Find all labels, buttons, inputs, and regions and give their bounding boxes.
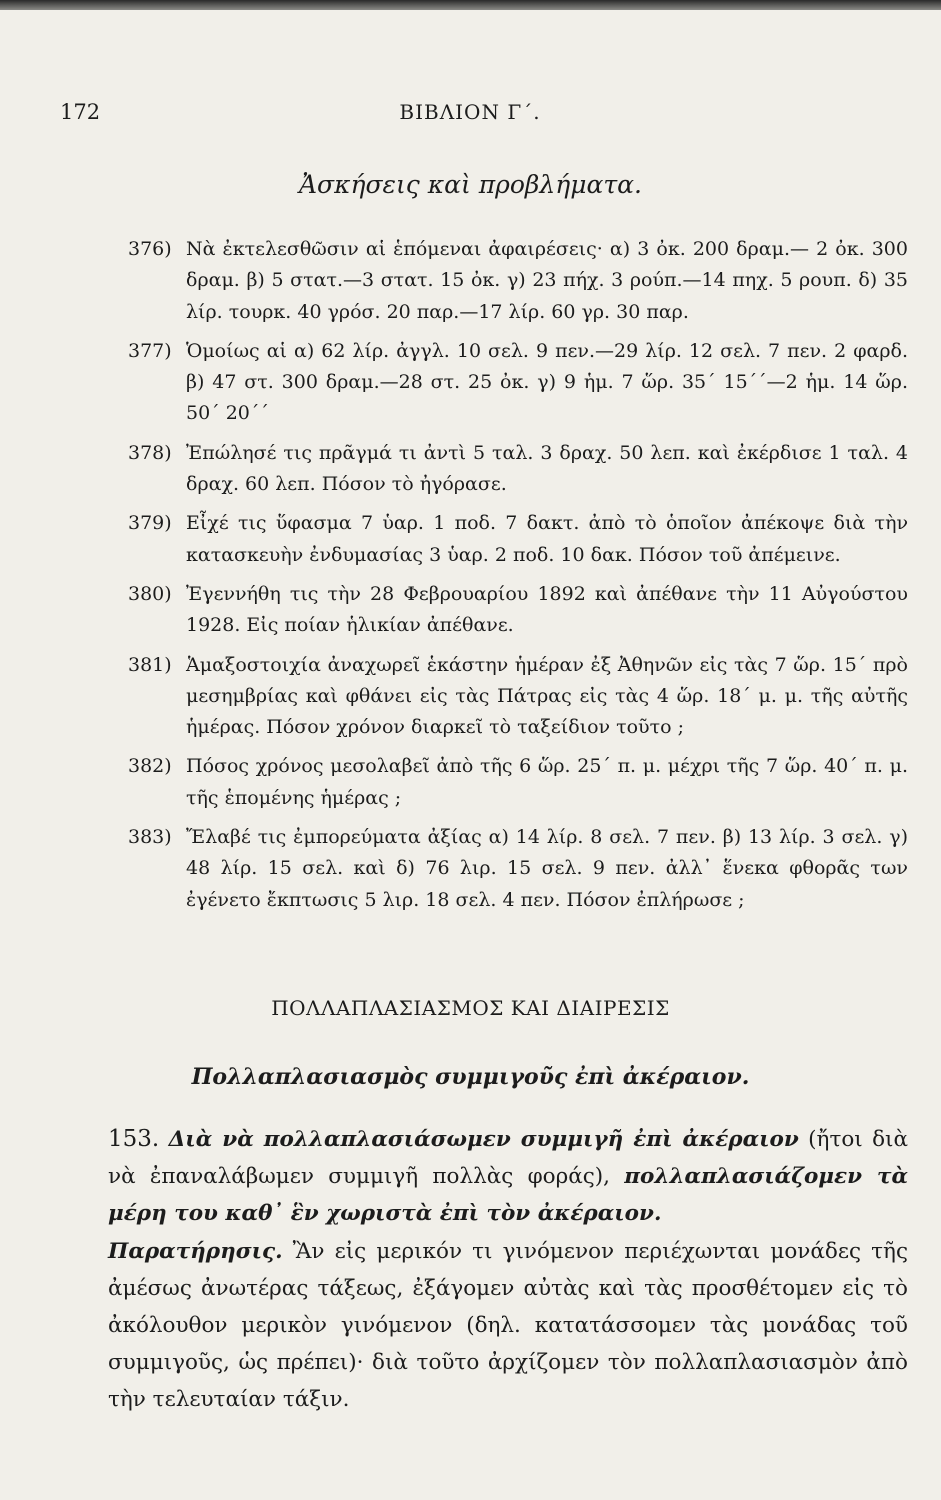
exercise-number: 377) xyxy=(128,339,172,362)
exercise-number: 378) xyxy=(128,441,172,464)
chapter-subheading: ΠΟΛΛΑΠΛΑΣΙΑΣΜΟΣ ΚΑΙ ΔΙΑΙΡΕΣΙΣ xyxy=(271,996,670,1020)
exercise-number: 376) xyxy=(128,238,172,260)
page-header xyxy=(60,100,880,130)
exercise-number: 383) xyxy=(128,826,172,849)
exercise-text: Ἁμαξοστοιχία ἀναχωρεῖ ἑκάστην ἡμέραν ἐξ Ἀθηνῶν εἰς τὰς 7 ὥρ. 15΄ πρὸ μεσημβρίας καὶ φθάνει εἰς τὰς Πάτρας εἰς τὰς 4 ὥρ. 18΄ μ. μ. τῆς αὐτῆς ἡμέρας. Πόσον χρόνον διαρκεῖ τὸ ταξείδιον τοῦτο ; xyxy=(186,653,908,739)
rule-parenthetical: (ἤτοι διὰ νὰ ἐπαναλάβωμεν συμμιγῆ πολλὰς φοράς), xyxy=(108,1127,908,1189)
exercise-item xyxy=(128,234,908,328)
exercise-number: 382) xyxy=(128,755,172,778)
exercise-text: Νὰ ἐκτελεσθῶσιν αἱ ἑπόμεναι ἀφαιρέσεις· α) 3 ὀκ. 200 δραμ.— 2 ὀκ. 300 δραμ. β) 5 στατ.—3 στατ. 15 ὀκ. γ) 23 πήχ. 3 ρούπ.—14 πηχ. 5 ρουπ. δ) 35 λίρ. τουρκ. 40 γρόσ. 20 παρ.—17 λίρ. 60 γρ. 30 παρ. xyxy=(186,238,908,323)
exercise-item xyxy=(128,336,908,430)
exercise-text: Ὁμοίως αἱ α) 62 λίρ. ἀγγλ. 10 σελ. 9 πεν.—29 λίρ. 12 σελ. 7 πεν. 2 φαρδ. β) 47 στ. 300 δραμ.—28 στ. 25 ὀκ. γ) 9 ἡμ. 7 ὥρ. 35΄ 15΄΄—2 ἡμ. 14 ὥρ. 50΄ 20΄΄ xyxy=(186,339,908,425)
remark-paragraph xyxy=(108,1233,908,1418)
exercise-number: 379) xyxy=(128,512,172,535)
exercise-item xyxy=(128,579,908,642)
page-number: 172 xyxy=(60,100,101,124)
running-title: ΒΙΒΛΙΟΝ Γ΄. xyxy=(399,100,541,124)
exercise-text: Ἐπώλησέ τις πρᾶγμά τι ἀντὶ 5 ταλ. 3 δραχ. 50 λεπ. καὶ ἐκέρδισε 1 ταλ. 4 δραχ. 60 λεπ. Πόσον τὸ ἠγόρασε. xyxy=(186,441,908,496)
exercise-item xyxy=(128,751,908,814)
exercise-text: Εἶχέ τις ὕφασμα 7 ὑαρ. 1 ποδ. 7 δακτ. ἀπὸ τὸ ὁποῖον ἀπέκοψε διὰ τὴν κατασκευὴν ἐνδυμασίας 3 ὑαρ. 2 ποδ. 10 δακ. Πόσον τοῦ ἀπέμεινε. xyxy=(186,512,908,566)
paragraph-153 xyxy=(108,1121,908,1232)
exercise-number: 381) xyxy=(128,653,172,676)
exercise-text: Πόσος χρόνος μεσολαβεῖ ἀπὸ τῆς 6 ὥρ. 25΄ π. μ. μέχρι τῆς 7 ὥρ. 40΄ π. μ. τῆς ἑπομένης ἡμέρας ; xyxy=(186,755,908,809)
paragraph-number: 153. xyxy=(108,1126,160,1152)
exercise-item xyxy=(128,438,908,501)
exercise-text: Ἔλαβέ τις ἐμπορεύματα ἀξίας α) 14 λίρ. 8 σελ. 7 πεν. β) 13 λίρ. 3 σελ. γ) 48 λίρ. 15 σελ. καὶ δ) 76 λιρ. 15 σελ. 9 πεν. ἀλλ᾽ ἕνεκα φθορᾶς των ἐγένετο ἔκπτωσις 5 λιρ. 18 σελ. 4 πεν. Πόσον ἐπλήρωσε ; xyxy=(186,826,908,911)
rule-conclusion: πολλαπλασιάζομεν τὰ μέρη του καθ᾽ ἓν χωριστὰ ἐπὶ τὸν ἀκέραιον. xyxy=(108,1164,908,1226)
section-subtitle: Πολλαπλασιασμὸς συμμιγοῦς ἐπὶ ἀκέραιον. xyxy=(191,1064,750,1090)
remark-label: Παρατήρησις. xyxy=(108,1239,283,1264)
exercise-list xyxy=(128,234,908,924)
exercise-item xyxy=(128,508,908,571)
remark-text: Ἂν εἰς μερικόν τι γινόμενον περιέχωνται μονάδες τῆς ἀμέσως ἀνωτέρας τάξεως, ἐξάγομεν αὐτὰς καὶ τὰς προσθέτομεν εἰς τὸ ἀκόλουθον μερικὸν γινόμενον (δηλ. κατατάσσομεν τὰς μονάδας τοῦ συμμιγοῦς, ὡς πρέπει)· διὰ τοῦτο ἀρχίζομεν τὸν πολλαπλασιασμὸν ἀπὸ τὴν τελευταίαν τάξιν. xyxy=(108,1239,908,1412)
page-top-edge xyxy=(0,0,941,10)
rule-lead: Διὰ νὰ πολλαπλασιάσωμεν συμμιγῆ ἐπὶ ἀκέραιον xyxy=(168,1127,799,1152)
exercise-item xyxy=(128,822,908,916)
section-title: Ἀσκήσεις καὶ προβλήματα. xyxy=(299,170,642,199)
exercise-item xyxy=(128,650,908,744)
exercise-text: Ἐγεννήθη τις τὴν 28 Φεβρουαρίου 1892 καὶ ἀπέθανε τὴν 11 Αὐγούστου 1928. Εἰς ποίαν ἡλικίαν ἀπέθανε. xyxy=(186,582,908,637)
exercise-number: 380) xyxy=(128,582,172,605)
